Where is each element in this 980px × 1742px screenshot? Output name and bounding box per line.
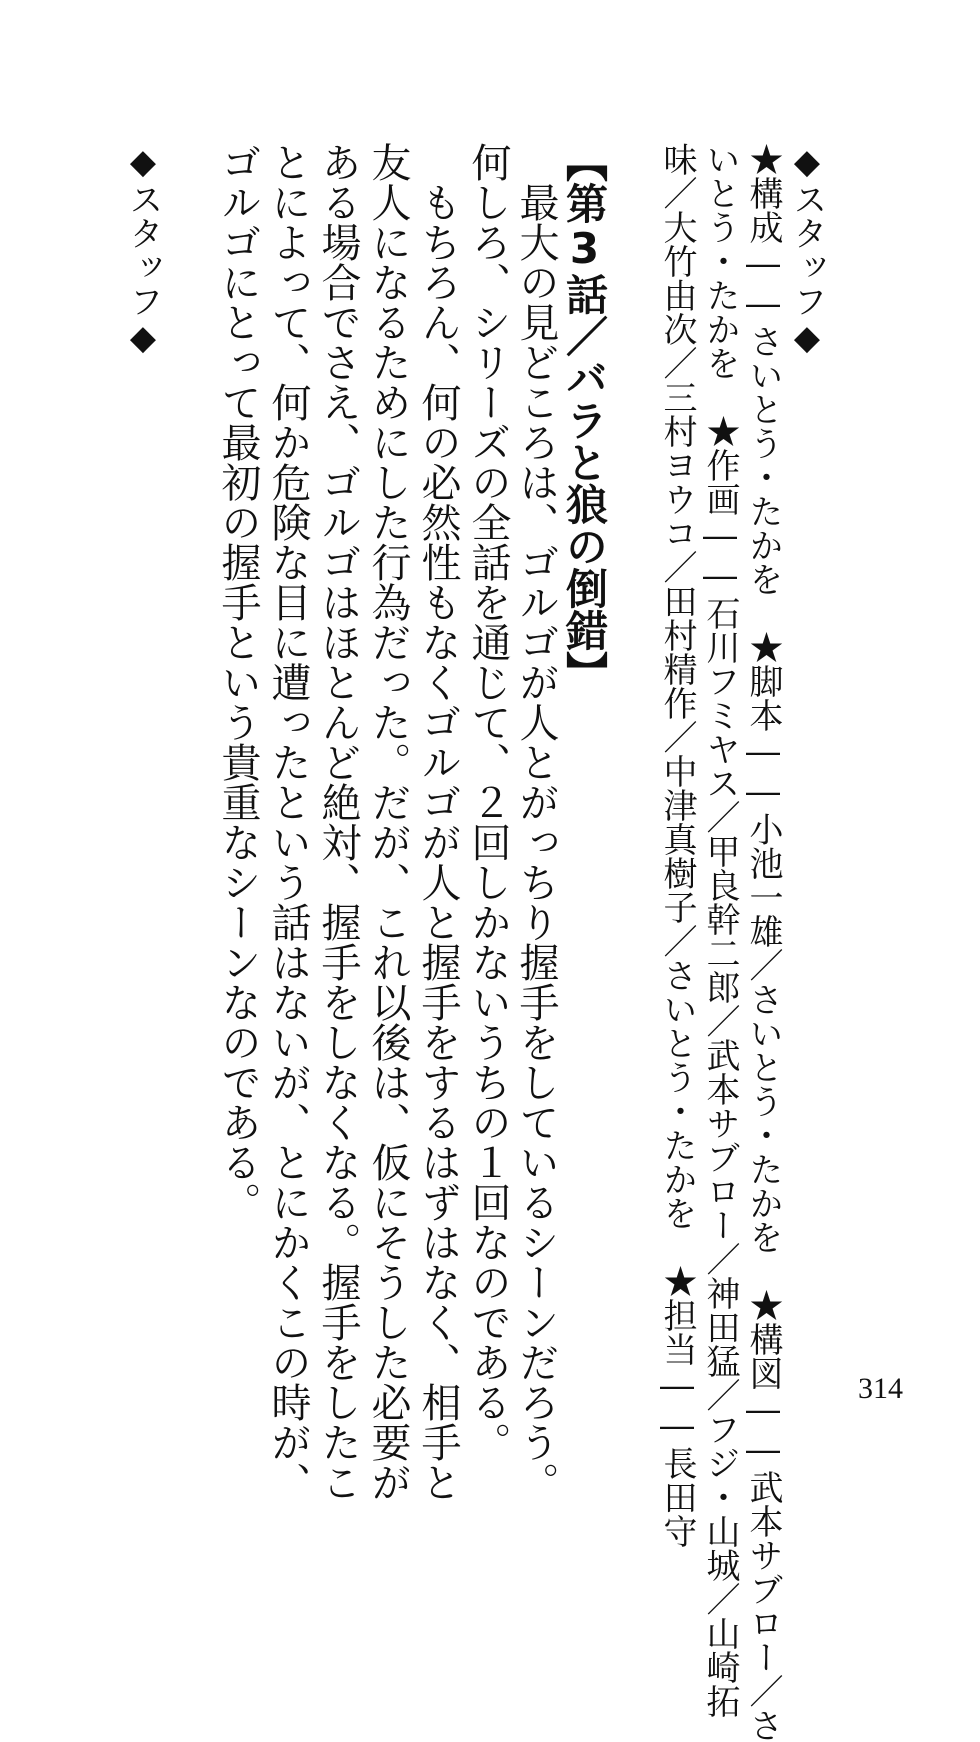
staff-line-2: いとう・たかを ★作画――石川フミヤス／甲良幹二郎／武本サブロー／神田猛／フジ・山城／山崎拓	[700, 142, 740, 1718]
body-line-7: ゴルゴにとって最初の握手という貴重なシーンなのである。	[215, 142, 261, 1222]
staff-line-1: ★構成――さいとう・たかを ★脚本――小池一雄／さいとう・たかを ★構図――武本サブロー／さ	[743, 142, 783, 1742]
body-line-2: 何しろ、シリーズの全話を通じて、２回しかないうちの１回なのである。	[465, 142, 511, 1462]
body-line-6: とによって、何か危険な目に遭ったという話はないが、とにかくこの時が、	[265, 142, 311, 1502]
episode-heading: 【第3話／バラと狼の倒錯】	[560, 140, 609, 693]
body-line-3: もちろん、何の必然性もなくゴルゴが人と握手をするはずはなく、相手と	[415, 142, 461, 1502]
body-line-5: ある場合でさえ、ゴルゴはほとんど絶対、握手をしなくなる。握手をしたこ	[315, 142, 361, 1502]
staff-line-3: 味／大竹由次／三村ヨウコ／田村精作／中津真樹子／さいとう・たかを ★担当――長田守	[657, 142, 697, 1548]
staff-header-bottom: ◆スタッフ◆	[123, 142, 163, 358]
staff-header-top: ◆スタッフ◆	[787, 142, 827, 358]
page-number: 314	[858, 1372, 903, 1405]
body-line-1: 最大の見どころは、ゴルゴが人とがっちり握手をしているシーンだろう。	[513, 142, 559, 1502]
body-line-4: 友人になるためにした行為だった。だが、これ以後は、仮にそうした必要が	[365, 142, 411, 1502]
